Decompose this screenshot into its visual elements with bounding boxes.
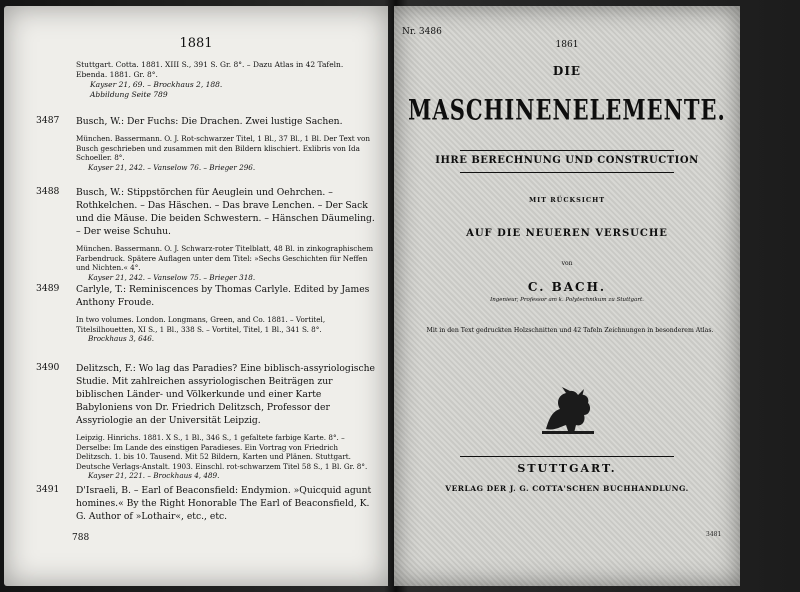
- entry-number: 3490: [36, 362, 60, 373]
- entry-3491: [36, 484, 376, 523]
- entry-number: 3489: [36, 283, 60, 294]
- entry-title: Busch, W.: Stippstörchen für Aeuglein und Oehrchen. – Rothkelchen. – Das Häschen. – Das brave Lenchen. – Der Sack und die Mäuse. Die beiden Schwestern. – Hänschen Däumeling. – Der weise Schuhu.: [76, 187, 375, 237]
- entry-refs: Brockhaus 3, 646.: [88, 334, 155, 343]
- top-note-text: Stuttgart. Cotta. 1881. XIII S., 391 S. Gr. 8°. – Dazu Atlas in 42 Tafeln. Ebenda. 1881. Gr. 8°.: [76, 60, 344, 79]
- griffin-emblem-icon: [540, 385, 596, 441]
- entry-3490: [36, 362, 376, 480]
- title-page-affiliation: Ingenieur, Professor am k. Polytechnikum zu Stuttgart.: [490, 297, 644, 303]
- entry-number: 3488: [36, 186, 60, 197]
- title-page-plates-note: Mit in den Text gedruckten Holzschnitten und 42 Tafeln Zeichnungen in besonderem Atlas.: [426, 327, 714, 334]
- title-page-city: STUTTGART.: [517, 462, 617, 475]
- catalog-number: Nr. 3486: [402, 27, 442, 37]
- entry-title: D'Israeli, B. – Earl of Beaconsfield: Endymion. »Quicquid agunt homines.« By the Right Honorable The Earl of Beaconsfield, K. G. Author of »Lothair«, etc., etc.: [76, 485, 372, 522]
- entry-details: München. Bassermann. O. J. Schwarz-roter Titelblatt, 48 Bl. in zinkographischem Farbendruck. Spätere Auflagen unter dem Titel: »Sechs Geschichten für Neffen und Nichten.« 4°.: [76, 244, 374, 272]
- title-rule: [460, 456, 674, 457]
- entry-title: Carlyle, T.: Reminiscences by Thomas Carlyle. Edited by James Anthony Froude.: [76, 284, 370, 308]
- title-page-auf: AUF DIE NEUEREN VERSUCHE: [466, 228, 668, 239]
- entry-refs: Kayser 21, 242. – Vanselow 75. – Brieger 318.: [88, 272, 256, 282]
- entry-details: In two volumes. London. Longmans, Green, and Co. 1881. – Vortitel, Titelsilhouetten, XI S., 1 Bl., 338 S. – Vortitel, Titel, 1 Bl., 341 S. 8°.: [76, 315, 326, 334]
- top-note: [76, 60, 376, 100]
- entry-details: Leipzig. Hinrichs. 1881. X S., 1 Bl., 346 S., 1 gefaltete farbige Karte. 8°. – Derselbe: Im Lande des einstigen Paradieses. Ein Vortrag von Friedrich Delitzsch. 1. bis 10. Tausend. Mit 52 Bildern, Karten und Plänen. Stuttgart. Deutsche Verlags-Anstalt. 1903. Einschl. rot-schwarzem Titel 58 S., 1 Bl. Gr. 8°.: [76, 433, 368, 471]
- title-page-publisher: VERLAG DER J. G. COTTA'SCHEN BUCHHANDLUNG.: [445, 484, 689, 493]
- title-page-author: C. BACH.: [527, 280, 607, 294]
- top-note-ref: Abbildung Seite 789: [90, 90, 168, 99]
- year-heading: 1881: [179, 36, 213, 51]
- entry-number: 3491: [36, 484, 60, 495]
- entry-3487: [36, 115, 376, 172]
- title-page-mit: MIT RÜCKSICHT: [528, 196, 606, 204]
- title-page-main-title: MASCHINENELEMENTE.: [408, 92, 726, 127]
- entry-3488: [36, 186, 376, 282]
- title-page-calc: IHRE BERECHNUNG UND CONSTRUCTION: [435, 155, 699, 166]
- entry-refs: Kayser 21, 242. – Vanselow 76. – Brieger 296.: [88, 162, 256, 172]
- entry-number: 3487: [36, 115, 60, 126]
- entry-title: Delitzsch, F.: Wo lag das Paradies? Eine biblisch-assyriologische Studie. Mit zahlreichen assyriologischen Beiträgen zur biblischen Länder- und Völkerkunde und einer Karte Babyloniens von Dr. Friedrich Delitzsch, Professor der Assyriologie an der Universität Leipzig.: [76, 363, 375, 426]
- title-page-die: DIE: [552, 64, 582, 78]
- entry-details: München. Bassermann. O. J. Rot-schwarzer Titel, 1 Bl., 37 Bl., 1 Bl. Der Text von Busch geschrieben und zusammen mit den Bildern klischiert. Exlibris von Ida Schoeller. 8°.: [76, 134, 370, 162]
- entry-refs: Kayser 21, 221. – Brockhaus 4, 489.: [88, 471, 220, 480]
- title-page-von: von: [561, 260, 573, 267]
- entry-title: Busch, W.: Der Fuchs: Die Drachen. Zwei lustige Sachen.: [76, 116, 343, 127]
- page-number: 788: [72, 533, 90, 543]
- title-page-year: 1861: [555, 40, 579, 50]
- top-note-ref: Kayser 21, 69. – Brockhaus 2, 188.: [90, 80, 223, 89]
- page-footer-mark: 3481: [706, 531, 722, 538]
- entry-3489: [36, 283, 376, 343]
- title-rule: [460, 150, 674, 151]
- title-rule: [460, 172, 674, 173]
